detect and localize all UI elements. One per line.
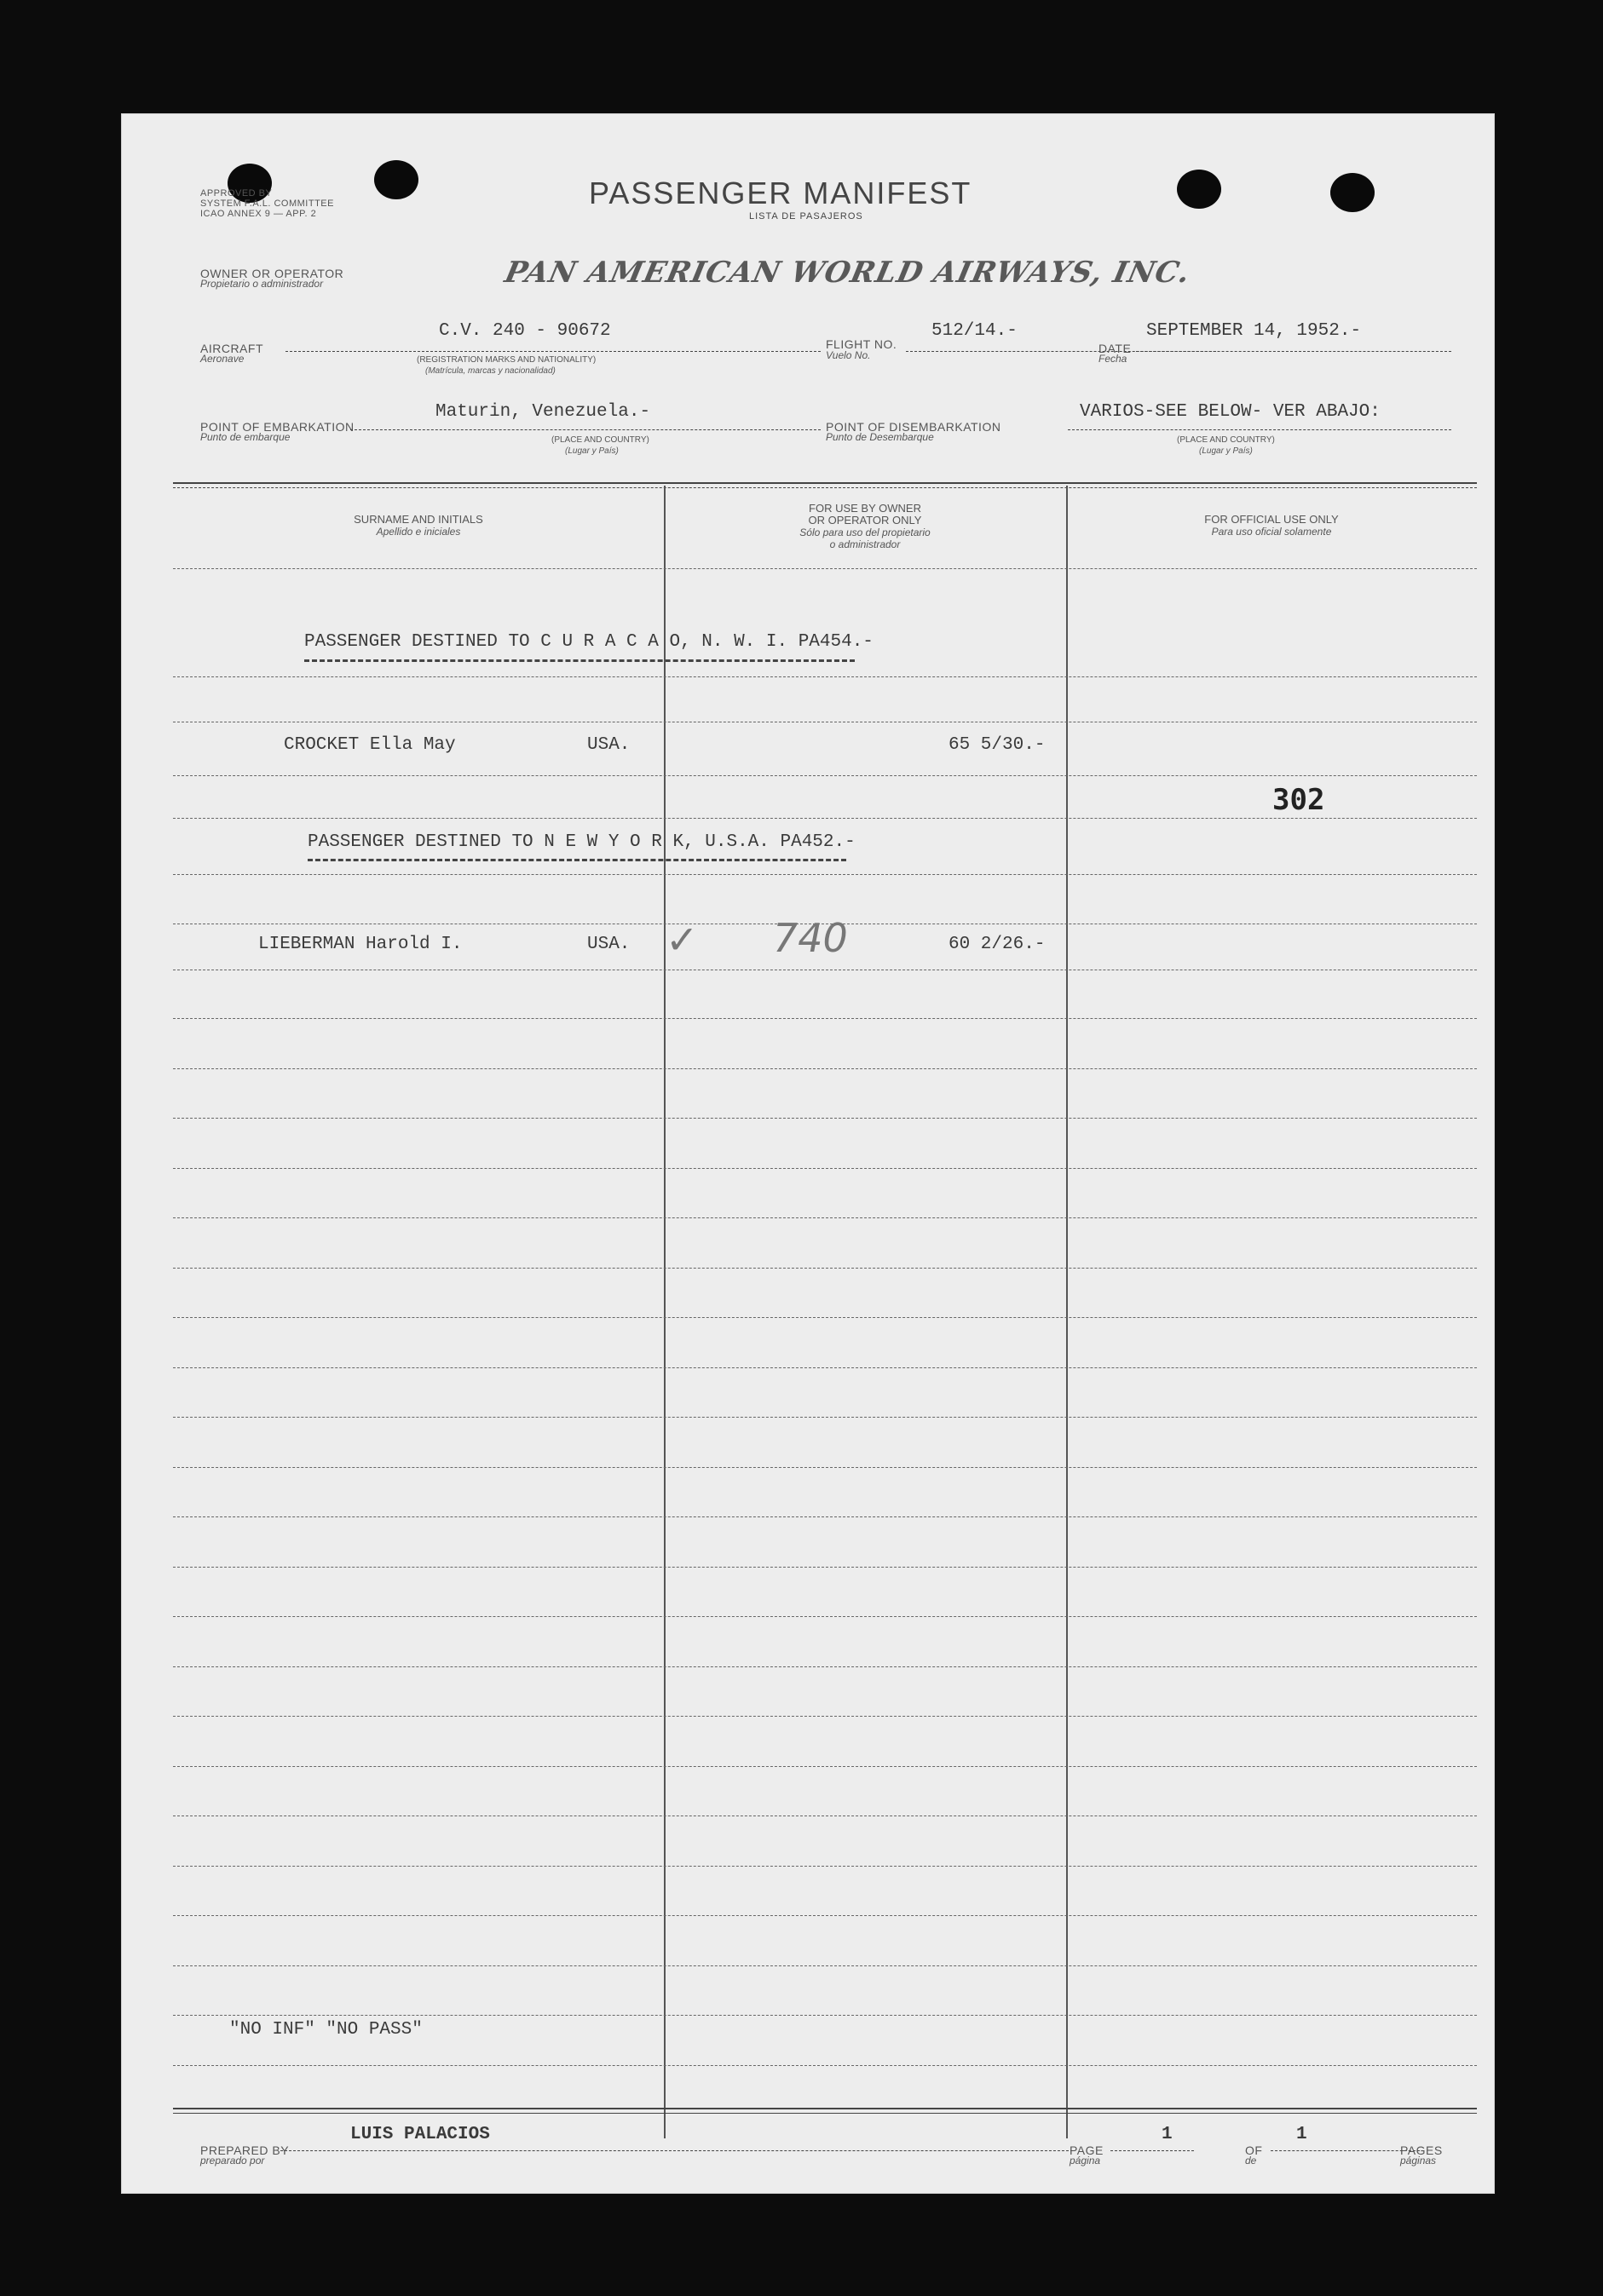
passenger-2-name: LIEBERMAN Harold I.: [258, 935, 463, 954]
row-rule: [173, 1018, 1477, 1019]
prepared-by-value: LUIS PALACIOS: [350, 2125, 490, 2144]
aircraft-value: C.V. 240 - 90672: [439, 321, 611, 341]
page-number: 1: [1162, 2125, 1173, 2144]
embark-place-note-spanish: (Lugar y País): [565, 446, 619, 456]
punch-hole-4: [1330, 173, 1375, 212]
destination-heading-curacao: PASSENGER DESTINED TO C U R A C A O, N. W. I. PA454.-: [304, 632, 874, 652]
date-line: [1136, 351, 1451, 352]
manifest-sheet: [121, 113, 1495, 2194]
registration-note: (REGISTRATION MARKS AND NATIONALITY): [417, 355, 597, 365]
disembarkation-value: VARIOS-SEE BELOW- VER ABAJO:: [1080, 402, 1381, 422]
row-rule: [173, 1118, 1477, 1119]
embarkation-value: Maturin, Venezuela.-: [435, 402, 651, 422]
column-divider-1: [664, 486, 666, 2138]
pages-label: PAGES: [1400, 2144, 1443, 2157]
row-rule: [173, 1467, 1477, 1468]
passenger-2-nationality: USA.: [587, 935, 631, 954]
destination-underline-curacao: [304, 659, 855, 662]
form-title: PASSENGER MANIFEST: [589, 176, 972, 210]
remarks-note: "NO INF" "NO PASS": [229, 2020, 423, 2040]
total-pages: 1: [1296, 2125, 1307, 2144]
header-double-rule: [173, 482, 1477, 488]
row-rule: [173, 818, 1477, 819]
row-rule: [173, 874, 1477, 875]
row-rule: [173, 1616, 1477, 1617]
punch-hole-2: [374, 160, 418, 199]
row-rule: [173, 568, 1477, 569]
footer-double-rule: [173, 2108, 1477, 2114]
row-rule: [173, 1666, 1477, 1667]
row-rule: [173, 1168, 1477, 1169]
passenger-1-name: CROCKET Ella May: [284, 735, 456, 755]
date-label: DATE: [1098, 342, 1132, 355]
row-rule: [173, 1915, 1477, 1916]
approval-line-2: SYSTEM F.A.L. COMMITTEE: [200, 199, 334, 209]
row-rule: [173, 1367, 1477, 1368]
column-header-surname: [173, 514, 664, 538]
date-value: SEPTEMBER 14, 1952.-: [1146, 321, 1362, 341]
row-rule: [173, 1317, 1477, 1318]
official-header: FOR OFFICIAL USE ONLY: [1204, 513, 1339, 526]
row-rule: [173, 1417, 1477, 1418]
disembarkation-label-spanish: Punto de Desembarque: [826, 431, 934, 443]
company-name: PAN AMERICAN WORLD AIRWAYS, INC.: [501, 256, 1194, 290]
row-rule: [173, 1766, 1477, 1767]
row-rule: [173, 1268, 1477, 1269]
row-rule: [173, 676, 1477, 677]
disembarkation-label: POINT OF DISEMBARKATION: [826, 420, 1001, 434]
flight-label-spanish: Vuelo No.: [826, 349, 871, 361]
approval-line-1: APPROVED BY: [200, 188, 273, 199]
registration-note-spanish: (Matrícula, marcas y nacionalidad): [425, 366, 556, 376]
destination-underline-new-york: [308, 859, 846, 861]
embarkation-line: [350, 429, 821, 430]
row-rule: [173, 2065, 1477, 2066]
prepared-by-line: [280, 2150, 1073, 2151]
aircraft-label: AIRCRAFT: [200, 342, 263, 355]
disembarkation-line: [1068, 429, 1451, 430]
handwritten-number: 740: [773, 915, 848, 961]
handwritten-checkmark: ✓: [666, 917, 699, 963]
column-divider-2: [1066, 486, 1068, 2138]
owner-header-1: FOR USE BY OWNER: [809, 502, 921, 515]
row-rule: [173, 1217, 1477, 1218]
row-rule: [173, 1516, 1477, 1517]
owner-label-spanish: Propietario o administrador: [200, 278, 324, 290]
owner-label: OWNER OR OPERATOR: [200, 267, 344, 280]
row-rule: [173, 1068, 1477, 1069]
row-rule: [173, 775, 1477, 776]
of-label: OF: [1245, 2144, 1263, 2157]
date-label-spanish: Fecha: [1098, 353, 1127, 365]
aircraft-line: [285, 351, 821, 352]
flight-value: 512/14.-: [931, 321, 1018, 341]
column-header-official: [1066, 514, 1477, 538]
owner-header-spanish-2: o administrador: [829, 538, 901, 550]
passenger-2-owner-entry: 60 2/26.-: [949, 935, 1046, 954]
flight-label: FLIGHT NO.: [826, 337, 897, 351]
embark-place-note: (PLACE AND COUNTRY): [551, 435, 649, 445]
passenger-1-owner-entry: 65 5/30.-: [949, 735, 1046, 755]
page-line: [1110, 2150, 1194, 2151]
prepared-by-label-spanish: preparado por: [200, 2155, 265, 2167]
column-header-owner: [664, 503, 1066, 550]
official-stamp-number: 302: [1272, 783, 1325, 817]
of-label-spanish: de: [1245, 2155, 1257, 2167]
disembark-place-note-spanish: (Lugar y País): [1199, 446, 1253, 456]
embarkation-label: POINT OF EMBARKATION: [200, 420, 355, 434]
destination-heading-new-york: PASSENGER DESTINED TO N E W Y O R K, U.S.A. PA452.-: [308, 832, 856, 852]
row-rule: [173, 1716, 1477, 1717]
pages-label-spanish: páginas: [1400, 2155, 1437, 2167]
page-label: PAGE: [1070, 2144, 1104, 2157]
row-rule: [173, 2015, 1477, 2016]
owner-header-spanish-1: Sólo para uso del propietario: [799, 527, 931, 538]
row-rule: [173, 1567, 1477, 1568]
approval-line-3: ICAO ANNEX 9 — APP. 2: [200, 209, 317, 219]
punch-hole-3: [1177, 170, 1221, 209]
passenger-1-nationality: USA.: [587, 735, 631, 755]
row-rule: [173, 1965, 1477, 1966]
surname-header: SURNAME AND INITIALS: [354, 513, 483, 526]
official-header-spanish: Para uso oficial solamente: [1211, 526, 1332, 538]
disembark-place-note: (PLACE AND COUNTRY): [1177, 435, 1275, 445]
row-rule: [173, 1866, 1477, 1867]
prepared-by-label: PREPARED BY: [200, 2144, 290, 2157]
owner-header-2: OR OPERATOR ONLY: [808, 514, 922, 527]
embarkation-label-spanish: Punto de embarque: [200, 431, 291, 443]
approval-block: [200, 188, 334, 219]
surname-header-spanish: Apellido e iniciales: [376, 526, 461, 538]
form-title-spanish: LISTA DE PASAJEROS: [749, 211, 863, 222]
page-label-spanish: página: [1070, 2155, 1101, 2167]
aircraft-label-spanish: Aeronave: [200, 353, 245, 365]
